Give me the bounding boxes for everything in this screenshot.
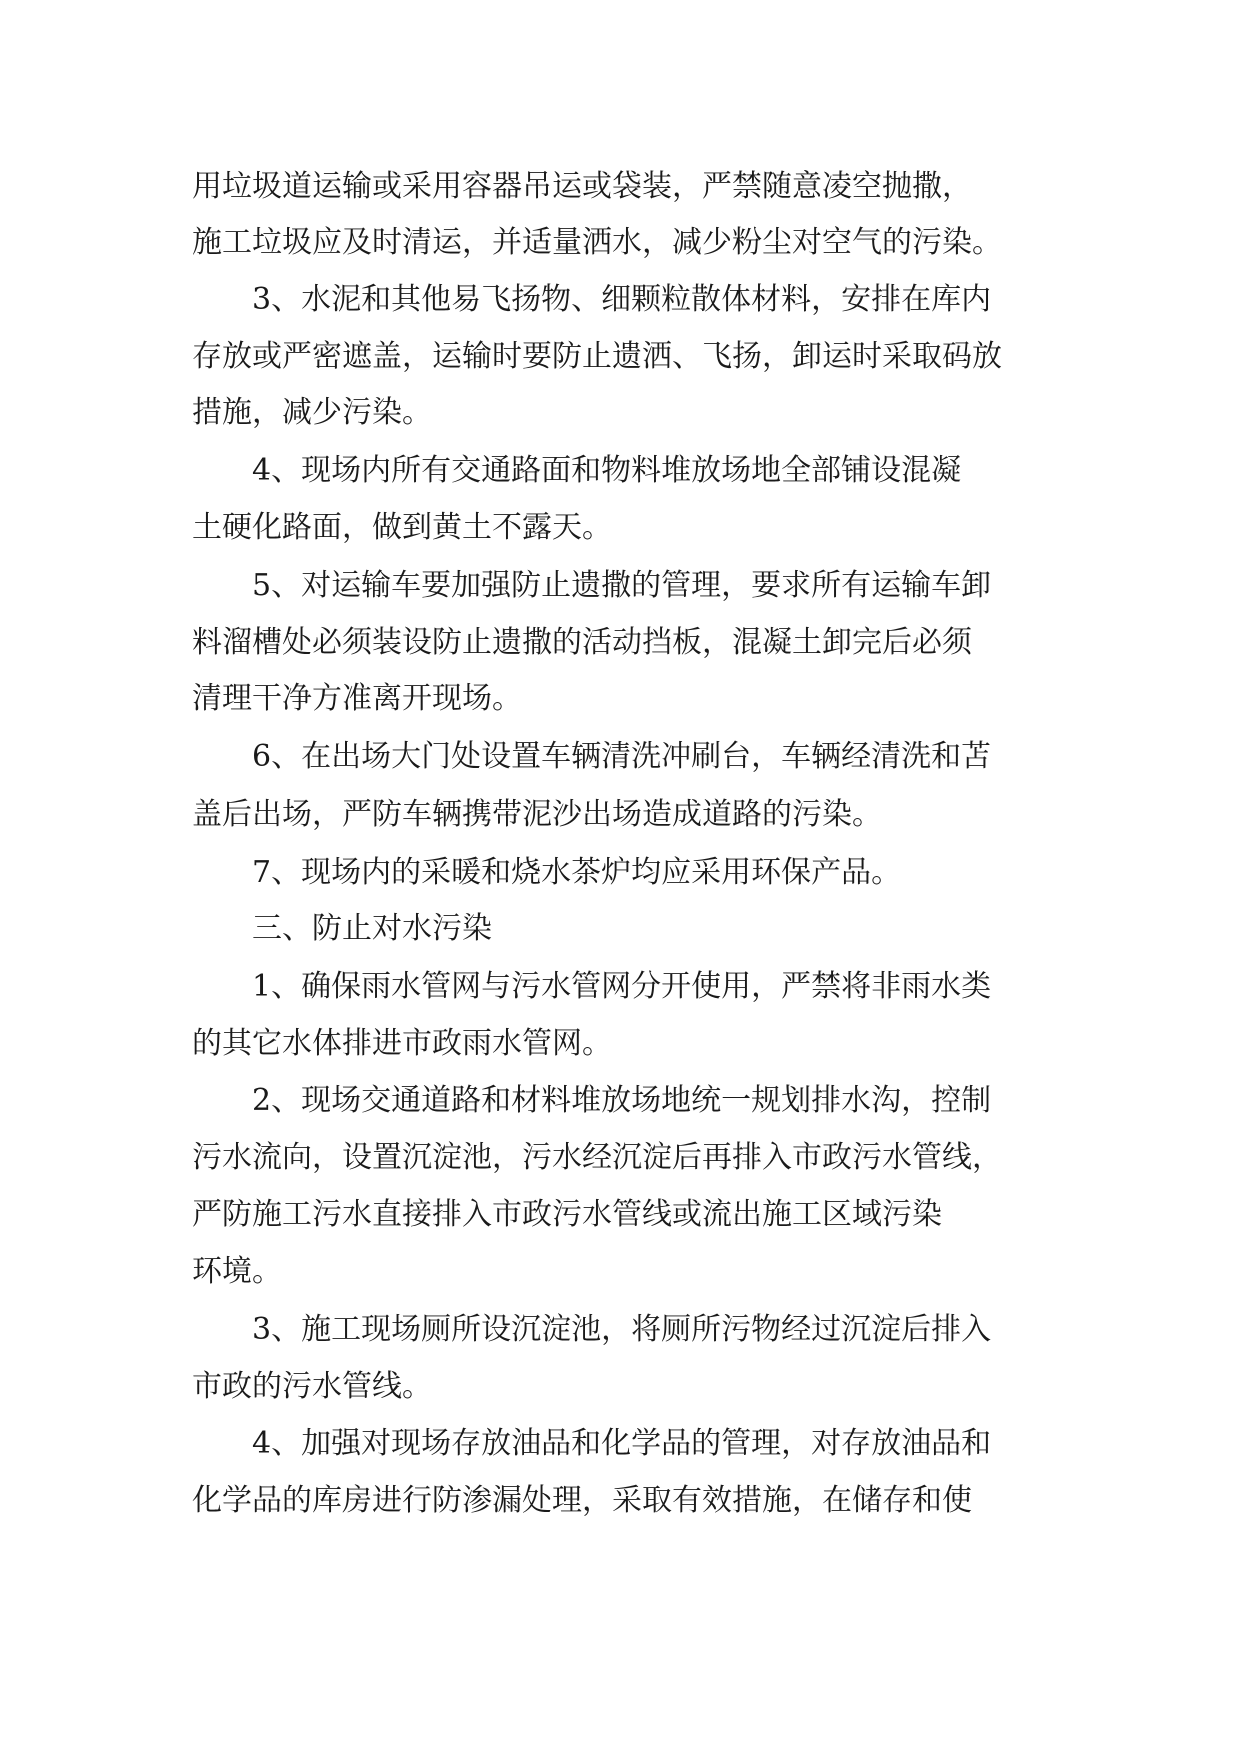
section-heading: 三、防止对水污染 xyxy=(252,911,492,946)
text-line: 化学品的库房进行防渗漏处理，采取有效措施，在储存和使 xyxy=(192,1483,972,1518)
paragraph-item-7: 7、现场内的采暖和烧水茶炉均应采用环保产品。 xyxy=(252,855,902,890)
paragraph-item-3: 3、水泥和其他易飞扬物、细颗粒散体材料，安排在库内 xyxy=(252,282,992,317)
text-line: 措施，减少污染。 xyxy=(192,395,432,430)
text-line: 用垃圾道运输或采用容器吊运或袋装，严禁随意凌空抛撒， xyxy=(192,169,972,204)
text-line: 土硬化路面，做到黄土不露天。 xyxy=(192,510,612,545)
text-line: 严防施工污水直接排入市政污水管线或流出施工区域污染 xyxy=(192,1197,942,1232)
text-line: 环境。 xyxy=(192,1254,282,1289)
paragraph-item-4: 4、现场内所有交通路面和物料堆放场地全部铺设混凝 xyxy=(252,453,962,488)
paragraph-item-1: 1、确保雨水管网与污水管网分开使用，严禁将非雨水类 xyxy=(252,969,992,1004)
text-line: 清理干净方准离开现场。 xyxy=(192,681,522,716)
paragraph-item-6: 6、在出场大门处设置车辆清洗冲刷台，车辆经清洗和苫 xyxy=(252,739,992,774)
paragraph-item-3: 3、施工现场厕所设沉淀池，将厕所污物经过沉淀后排入 xyxy=(252,1312,992,1347)
text-line: 的其它水体排进市政雨水管网。 xyxy=(192,1026,612,1061)
paragraph-item-2: 2、现场交通道路和材料堆放场地统一规划排水沟，控制 xyxy=(252,1083,992,1118)
paragraph-item-4: 4、加强对现场存放油品和化学品的管理，对存放油品和 xyxy=(252,1426,992,1461)
paragraph-item-5: 5、对运输车要加强防止遗撒的管理，要求所有运输车卸 xyxy=(252,568,992,603)
text-line: 存放或严密遮盖，运输时要防止遗洒、飞扬，卸运时采取码放 xyxy=(192,339,1002,374)
text-line: 污水流向，设置沉淀池，污水经沉淀后再排入市政污水管线， xyxy=(192,1140,1002,1175)
text-line: 施工垃圾应及时清运，并适量洒水，减少粉尘对空气的污染。 xyxy=(192,225,1002,260)
text-line: 料溜槽处必须装设防止遗撒的活动挡板，混凝土卸完后必须 xyxy=(192,625,972,660)
text-line: 市政的污水管线。 xyxy=(192,1369,432,1404)
text-line: 盖后出场，严防车辆携带泥沙出场造成道路的污染。 xyxy=(192,797,882,832)
